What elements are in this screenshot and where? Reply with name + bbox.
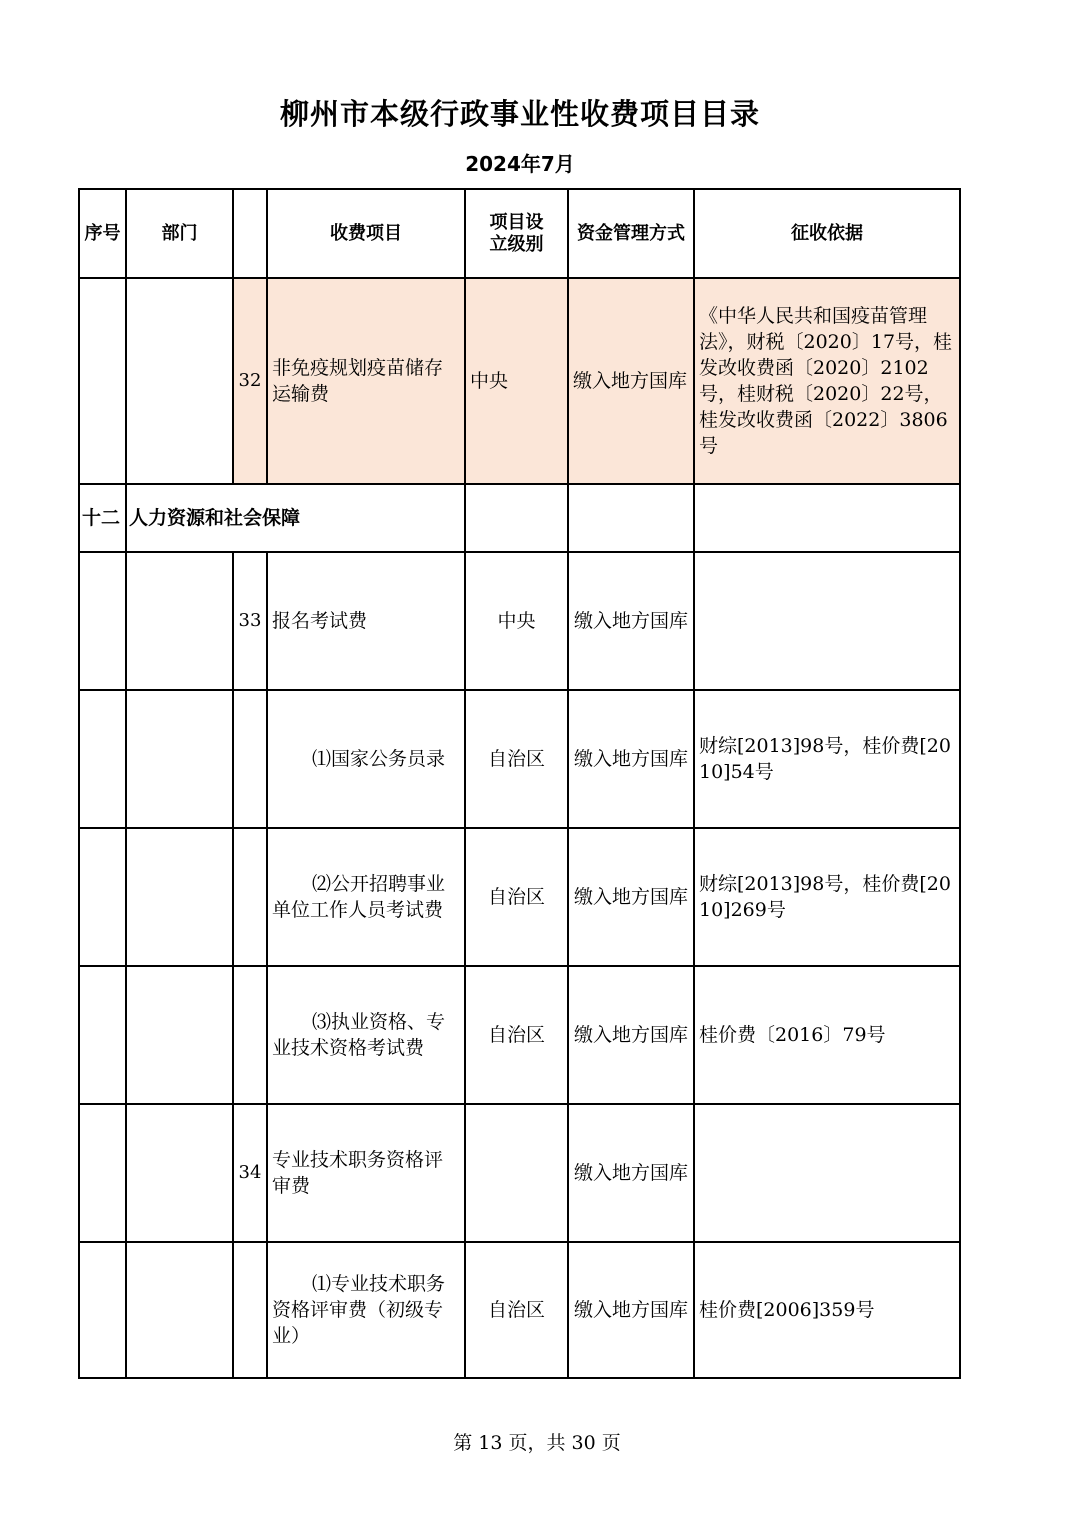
section-row — [79, 484, 960, 552]
row-basis: 桂价费[2006]359号 — [694, 1242, 960, 1378]
table-row — [79, 690, 960, 828]
document-title: 柳州市本级行政事业性收费项目目录 — [279, 97, 760, 131]
section-name: 人力资源和社会保障 — [126, 484, 465, 552]
row-basis: 财综[2013]98号，桂价费[2010]54号 — [694, 690, 960, 828]
row-fund: 缴入地方国库 — [568, 966, 694, 1104]
row-level: 自治区 — [465, 828, 568, 966]
row-number: 34 — [233, 1104, 267, 1242]
row-item: ⑴专业技术职务资格评审费（初级专业） — [267, 1242, 465, 1378]
table-header-row — [79, 189, 960, 278]
header-basis: 征收依据 — [694, 189, 960, 278]
header-blank — [233, 189, 267, 278]
row-fund: 缴入地方国库 — [568, 1104, 694, 1242]
row-fund: 缴入地方国库 — [568, 828, 694, 966]
section-number: 十二 — [79, 484, 126, 552]
table-row — [79, 828, 960, 966]
header-fund: 资金管理方式 — [568, 189, 694, 278]
header-level: 项目设立级别 — [465, 189, 568, 278]
table-row — [79, 966, 960, 1104]
row-number — [233, 828, 267, 966]
row-level: 自治区 — [465, 1242, 568, 1378]
row-fund: 缴入地方国库 — [568, 278, 694, 484]
header-dept: 部门 — [126, 189, 233, 278]
row-basis — [694, 552, 960, 690]
fee-table — [78, 188, 961, 1379]
header-seq: 序号 — [79, 189, 126, 278]
document-date: 2024年7月 — [465, 152, 575, 176]
row-item: 专业技术职务资格评审费 — [267, 1104, 465, 1242]
table-row — [79, 552, 960, 690]
row-basis: 《中华人民共和国疫苗管理法》，财税〔2020〕17号，桂发改收费函〔2020〕2102号，桂财税〔2020〕22号，桂发改收费函〔2022〕3806号 — [694, 278, 960, 484]
row-item: ⑴国家公务员录 — [267, 690, 465, 828]
table-row — [79, 1104, 960, 1242]
row-fund: 缴入地方国库 — [568, 552, 694, 690]
row-number: 33 — [233, 552, 267, 690]
row-number — [233, 690, 267, 828]
row-basis: 财综[2013]98号，桂价费[2010]269号 — [694, 828, 960, 966]
row-basis — [694, 1104, 960, 1242]
row-item: ⑵公开招聘事业单位工作人员考试费 — [267, 828, 465, 966]
table-row — [79, 1242, 960, 1378]
row-item: 报名考试费 — [267, 552, 465, 690]
row-level: 中央 — [465, 552, 568, 690]
row-level: 自治区 — [465, 966, 568, 1104]
row-number — [233, 1242, 267, 1378]
row-level: 自治区 — [465, 690, 568, 828]
row-basis: 桂价费〔2016〕79号 — [694, 966, 960, 1104]
header-item: 收费项目 — [267, 189, 465, 278]
row-fund: 缴入地方国库 — [568, 1242, 694, 1378]
row-fund: 缴入地方国库 — [568, 690, 694, 828]
row-level — [465, 1104, 568, 1242]
row-item: 非免疫规划疫苗储存运输费 — [267, 278, 465, 484]
row-item: ⑶执业资格、专业技术资格考试费 — [267, 966, 465, 1104]
row-number — [233, 966, 267, 1104]
table-row — [79, 278, 960, 484]
row-number: 32 — [233, 278, 267, 484]
page-footer: 第 13 页，共 30 页 — [453, 1432, 621, 1454]
row-level: 中央 — [465, 278, 568, 484]
